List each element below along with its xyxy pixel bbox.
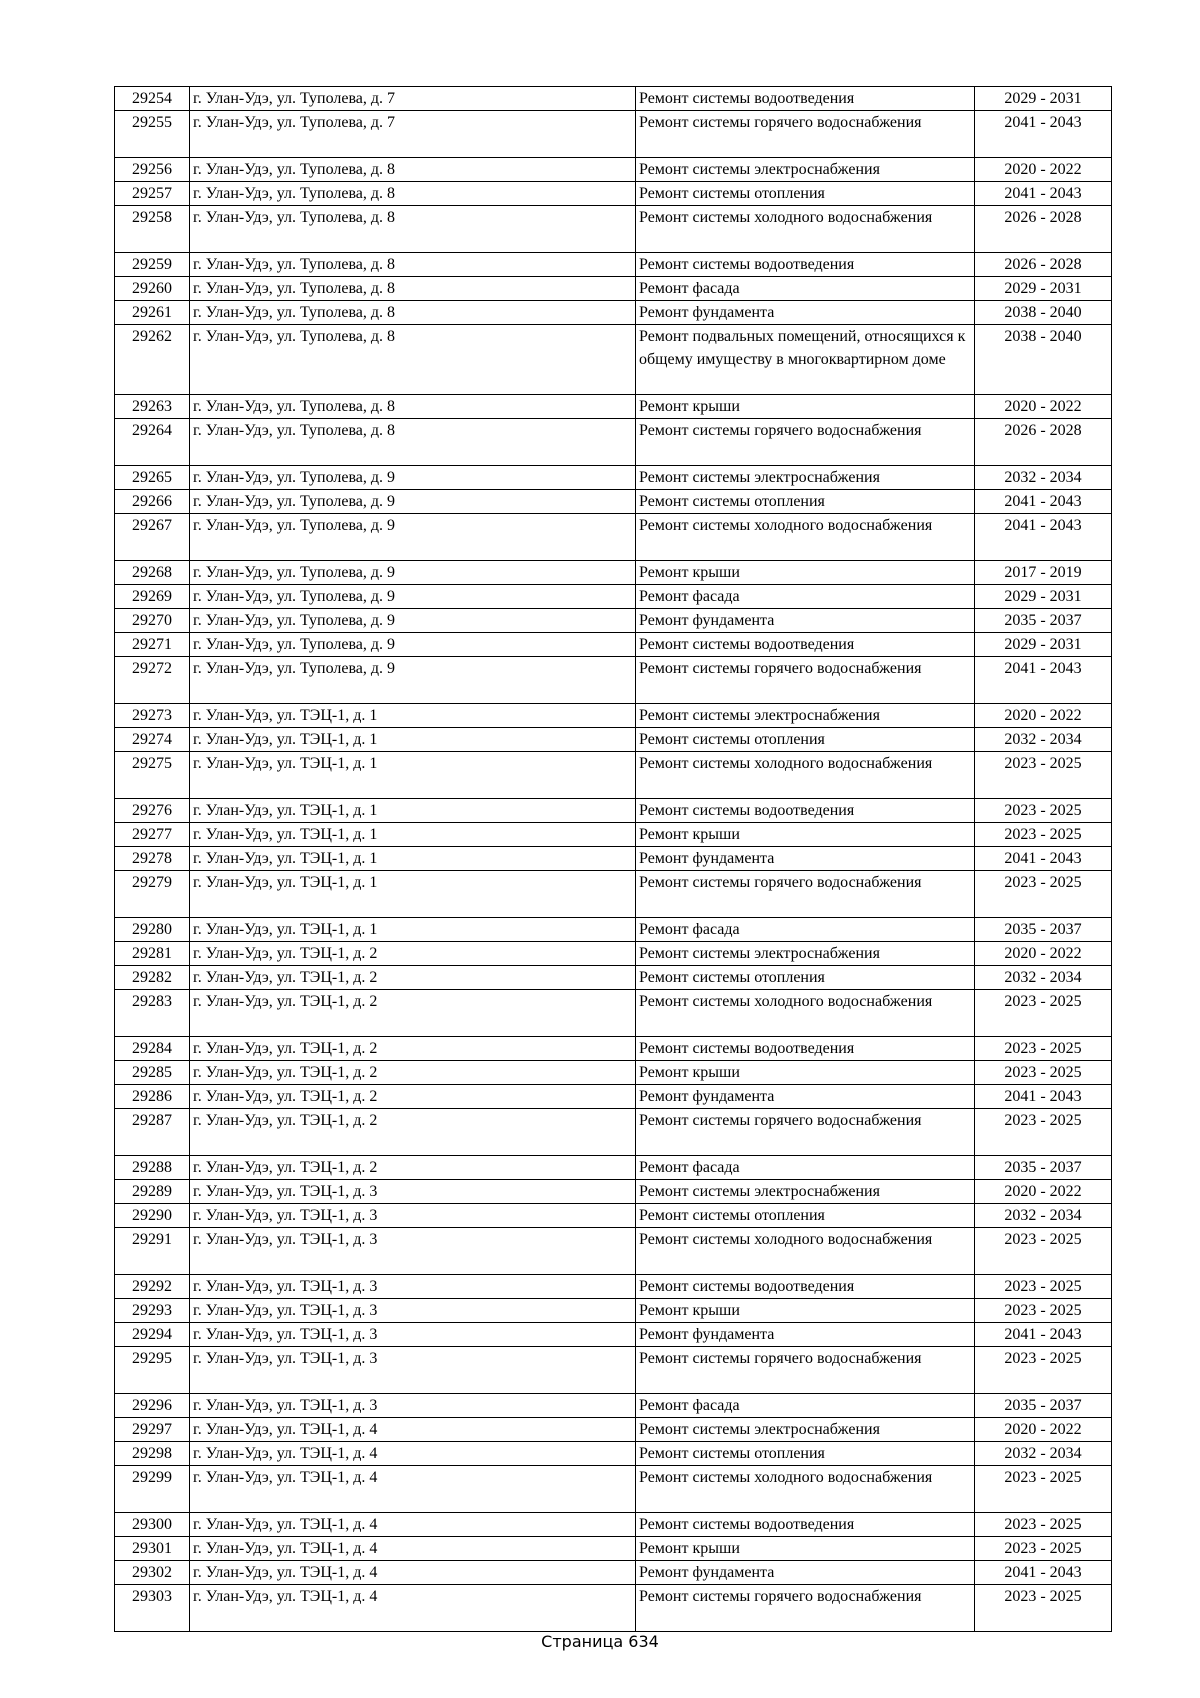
work-type-cell: Ремонт крыши [636, 561, 975, 585]
period-cell: 2023 - 2025 [975, 1347, 1112, 1394]
row-number-cell: 29254 [115, 87, 190, 111]
row-number-cell: 29262 [115, 325, 190, 395]
table-row [115, 1513, 1112, 1537]
work-type-cell: Ремонт фасада [636, 1394, 975, 1418]
table-row [115, 847, 1112, 871]
work-type-cell: Ремонт системы отопления [636, 182, 975, 206]
address-cell: г. Улан-Удэ, ул. ТЭЦ-1, д. 1 [190, 799, 636, 823]
table-row [115, 87, 1112, 111]
period-cell: 2026 - 2028 [975, 206, 1112, 253]
work-type-cell: Ремонт системы отопления [636, 1442, 975, 1466]
table-row [115, 585, 1112, 609]
work-type-cell: Ремонт системы электроснабжения [636, 1418, 975, 1442]
address-cell: г. Улан-Удэ, ул. Туполева, д. 9 [190, 657, 636, 704]
work-type-cell: Ремонт системы холодного водоснабжения [636, 206, 975, 253]
period-cell: 2032 - 2034 [975, 1442, 1112, 1466]
period-cell: 2029 - 2031 [975, 633, 1112, 657]
address-cell: г. Улан-Удэ, ул. Туполева, д. 8 [190, 395, 636, 419]
table-row [115, 1299, 1112, 1323]
row-number-cell: 29302 [115, 1561, 190, 1585]
table-row [115, 561, 1112, 585]
row-number-cell: 29290 [115, 1204, 190, 1228]
address-cell: г. Улан-Удэ, ул. ТЭЦ-1, д. 2 [190, 990, 636, 1037]
row-number-cell: 29280 [115, 918, 190, 942]
address-cell: г. Улан-Удэ, ул. Туполева, д. 8 [190, 206, 636, 253]
table-row [115, 1442, 1112, 1466]
row-number-cell: 29297 [115, 1418, 190, 1442]
address-cell: г. Улан-Удэ, ул. ТЭЦ-1, д. 3 [190, 1347, 636, 1394]
table-row [115, 1466, 1112, 1513]
address-cell: г. Улан-Удэ, ул. ТЭЦ-1, д. 3 [190, 1180, 636, 1204]
table-row [115, 514, 1112, 561]
address-cell: г. Улан-Удэ, ул. Туполева, д. 9 [190, 490, 636, 514]
row-number-cell: 29256 [115, 158, 190, 182]
row-number-cell: 29268 [115, 561, 190, 585]
work-type-cell: Ремонт системы водоотведения [636, 253, 975, 277]
period-cell: 2023 - 2025 [975, 1585, 1112, 1632]
row-number-cell: 29294 [115, 1323, 190, 1347]
row-number-cell: 29292 [115, 1275, 190, 1299]
work-type-cell: Ремонт фундамента [636, 847, 975, 871]
work-type-cell: Ремонт системы водоотведения [636, 1513, 975, 1537]
work-type-cell: Ремонт системы электроснабжения [636, 942, 975, 966]
table-body [115, 87, 1112, 1632]
address-cell: г. Улан-Удэ, ул. Туполева, д. 8 [190, 253, 636, 277]
table-row [115, 990, 1112, 1037]
row-number-cell: 29260 [115, 277, 190, 301]
address-cell: г. Улан-Удэ, ул. Туполева, д. 8 [190, 158, 636, 182]
row-number-cell: 29283 [115, 990, 190, 1037]
row-number-cell: 29288 [115, 1156, 190, 1180]
row-number-cell: 29275 [115, 752, 190, 799]
work-type-cell: Ремонт фундамента [636, 301, 975, 325]
row-number-cell: 29258 [115, 206, 190, 253]
address-cell: г. Улан-Удэ, ул. ТЭЦ-1, д. 4 [190, 1537, 636, 1561]
address-cell: г. Улан-Удэ, ул. Туполева, д. 9 [190, 466, 636, 490]
row-number-cell: 29295 [115, 1347, 190, 1394]
address-cell: г. Улан-Удэ, ул. ТЭЦ-1, д. 2 [190, 1109, 636, 1156]
row-number-cell: 29264 [115, 419, 190, 466]
table-row [115, 1275, 1112, 1299]
address-cell: г. Улан-Удэ, ул. Туполева, д. 9 [190, 514, 636, 561]
period-cell: 2023 - 2025 [975, 1061, 1112, 1085]
period-cell: 2038 - 2040 [975, 301, 1112, 325]
work-type-cell: Ремонт крыши [636, 823, 975, 847]
address-cell: г. Улан-Удэ, ул. ТЭЦ-1, д. 2 [190, 942, 636, 966]
row-number-cell: 29301 [115, 1537, 190, 1561]
period-cell: 2023 - 2025 [975, 871, 1112, 918]
work-type-cell: Ремонт системы холодного водоснабжения [636, 514, 975, 561]
address-cell: г. Улан-Удэ, ул. Туполева, д. 9 [190, 561, 636, 585]
work-type-cell: Ремонт системы горячего водоснабжения [636, 1347, 975, 1394]
period-cell: 2020 - 2022 [975, 942, 1112, 966]
period-cell: 2041 - 2043 [975, 514, 1112, 561]
table-row [115, 301, 1112, 325]
work-type-cell: Ремонт подвальных помещений, относящихся к общему имуществу в многоквартирном доме [636, 325, 975, 395]
table-row [115, 918, 1112, 942]
work-type-cell: Ремонт фундамента [636, 609, 975, 633]
work-type-cell: Ремонт системы горячего водоснабжения [636, 871, 975, 918]
work-type-cell: Ремонт системы горячего водоснабжения [636, 1585, 975, 1632]
table-row [115, 1323, 1112, 1347]
row-number-cell: 29263 [115, 395, 190, 419]
address-cell: г. Улан-Удэ, ул. ТЭЦ-1, д. 4 [190, 1418, 636, 1442]
row-number-cell: 29261 [115, 301, 190, 325]
address-cell: г. Улан-Удэ, ул. ТЭЦ-1, д. 4 [190, 1513, 636, 1537]
work-type-cell: Ремонт системы отопления [636, 966, 975, 990]
address-cell: г. Улан-Удэ, ул. ТЭЦ-1, д. 3 [190, 1228, 636, 1275]
work-type-cell: Ремонт крыши [636, 395, 975, 419]
period-cell: 2023 - 2025 [975, 1275, 1112, 1299]
period-cell: 2026 - 2028 [975, 419, 1112, 466]
row-number-cell: 29276 [115, 799, 190, 823]
row-number-cell: 29286 [115, 1085, 190, 1109]
period-cell: 2035 - 2037 [975, 609, 1112, 633]
table-row [115, 1085, 1112, 1109]
table-row [115, 1180, 1112, 1204]
address-cell: г. Улан-Удэ, ул. Туполева, д. 9 [190, 633, 636, 657]
address-cell: г. Улан-Удэ, ул. ТЭЦ-1, д. 3 [190, 1323, 636, 1347]
work-type-cell: Ремонт системы водоотведения [636, 1275, 975, 1299]
row-number-cell: 29291 [115, 1228, 190, 1275]
row-number-cell: 29274 [115, 728, 190, 752]
period-cell: 2035 - 2037 [975, 1156, 1112, 1180]
period-cell: 2041 - 2043 [975, 847, 1112, 871]
address-cell: г. Улан-Удэ, ул. ТЭЦ-1, д. 3 [190, 1299, 636, 1323]
work-type-cell: Ремонт фундамента [636, 1085, 975, 1109]
work-type-cell: Ремонт системы горячего водоснабжения [636, 419, 975, 466]
period-cell: 2023 - 2025 [975, 823, 1112, 847]
period-cell: 2023 - 2025 [975, 1537, 1112, 1561]
period-cell: 2029 - 2031 [975, 277, 1112, 301]
row-number-cell: 29272 [115, 657, 190, 704]
table-row [115, 1156, 1112, 1180]
address-cell: г. Улан-Удэ, ул. Туполева, д. 8 [190, 325, 636, 395]
period-cell: 2032 - 2034 [975, 1204, 1112, 1228]
address-cell: г. Улан-Удэ, ул. ТЭЦ-1, д. 1 [190, 728, 636, 752]
period-cell: 2020 - 2022 [975, 1418, 1112, 1442]
address-cell: г. Улан-Удэ, ул. ТЭЦ-1, д. 4 [190, 1585, 636, 1632]
table-row [115, 277, 1112, 301]
work-type-cell: Ремонт фасада [636, 918, 975, 942]
period-cell: 2032 - 2034 [975, 466, 1112, 490]
address-cell: г. Улан-Удэ, ул. ТЭЦ-1, д. 4 [190, 1466, 636, 1513]
address-cell: г. Улан-Удэ, ул. ТЭЦ-1, д. 2 [190, 1156, 636, 1180]
table-row [115, 1418, 1112, 1442]
period-cell: 2023 - 2025 [975, 1228, 1112, 1275]
period-cell: 2041 - 2043 [975, 111, 1112, 158]
row-number-cell: 29303 [115, 1585, 190, 1632]
period-cell: 2023 - 2025 [975, 1466, 1112, 1513]
row-number-cell: 29279 [115, 871, 190, 918]
row-number-cell: 29289 [115, 1180, 190, 1204]
row-number-cell: 29298 [115, 1442, 190, 1466]
address-cell: г. Улан-Удэ, ул. Туполева, д. 9 [190, 585, 636, 609]
table-row [115, 1347, 1112, 1394]
table-row [115, 1561, 1112, 1585]
row-number-cell: 29265 [115, 466, 190, 490]
address-cell: г. Улан-Удэ, ул. ТЭЦ-1, д. 1 [190, 871, 636, 918]
table-row [115, 490, 1112, 514]
row-number-cell: 29267 [115, 514, 190, 561]
row-number-cell: 29255 [115, 111, 190, 158]
row-number-cell: 29269 [115, 585, 190, 609]
address-cell: г. Улан-Удэ, ул. Туполева, д. 7 [190, 111, 636, 158]
row-number-cell: 29273 [115, 704, 190, 728]
address-cell: г. Улан-Удэ, ул. ТЭЦ-1, д. 4 [190, 1561, 636, 1585]
row-number-cell: 29257 [115, 182, 190, 206]
row-number-cell: 29299 [115, 1466, 190, 1513]
address-cell: г. Улан-Удэ, ул. ТЭЦ-1, д. 1 [190, 752, 636, 799]
table-row [115, 633, 1112, 657]
page-number: Страница 634 [541, 1632, 659, 1651]
work-type-cell: Ремонт системы отопления [636, 728, 975, 752]
address-cell: г. Улан-Удэ, ул. Туполева, д. 8 [190, 277, 636, 301]
work-type-cell: Ремонт системы горячего водоснабжения [636, 1109, 975, 1156]
table-row [115, 395, 1112, 419]
work-type-cell: Ремонт системы водоотведения [636, 87, 975, 111]
work-type-cell: Ремонт системы водоотведения [636, 633, 975, 657]
period-cell: 2023 - 2025 [975, 1513, 1112, 1537]
row-number-cell: 29270 [115, 609, 190, 633]
work-type-cell: Ремонт системы водоотведения [636, 799, 975, 823]
work-type-cell: Ремонт системы холодного водоснабжения [636, 752, 975, 799]
period-cell: 2023 - 2025 [975, 1299, 1112, 1323]
work-type-cell: Ремонт крыши [636, 1537, 975, 1561]
work-type-cell: Ремонт системы водоотведения [636, 1037, 975, 1061]
address-cell: г. Улан-Удэ, ул. Туполева, д. 7 [190, 87, 636, 111]
table-row [115, 158, 1112, 182]
period-cell: 2017 - 2019 [975, 561, 1112, 585]
row-number-cell: 29271 [115, 633, 190, 657]
period-cell: 2023 - 2025 [975, 799, 1112, 823]
work-type-cell: Ремонт крыши [636, 1299, 975, 1323]
table-row [115, 1037, 1112, 1061]
work-type-cell: Ремонт системы холодного водоснабжения [636, 1228, 975, 1275]
period-cell: 2035 - 2037 [975, 1394, 1112, 1418]
work-type-cell: Ремонт фасада [636, 585, 975, 609]
table-row [115, 325, 1112, 395]
address-cell: г. Улан-Удэ, ул. ТЭЦ-1, д. 4 [190, 1442, 636, 1466]
address-cell: г. Улан-Удэ, ул. ТЭЦ-1, д. 1 [190, 847, 636, 871]
table-row [115, 966, 1112, 990]
table-row [115, 1537, 1112, 1561]
row-number-cell: 29300 [115, 1513, 190, 1537]
table-row [115, 609, 1112, 633]
address-cell: г. Улан-Удэ, ул. ТЭЦ-1, д. 2 [190, 1061, 636, 1085]
address-cell: г. Улан-Удэ, ул. ТЭЦ-1, д. 3 [190, 1204, 636, 1228]
period-cell: 2023 - 2025 [975, 752, 1112, 799]
period-cell: 2023 - 2025 [975, 990, 1112, 1037]
period-cell: 2029 - 2031 [975, 585, 1112, 609]
period-cell: 2020 - 2022 [975, 395, 1112, 419]
work-type-cell: Ремонт фасада [636, 277, 975, 301]
table-row [115, 799, 1112, 823]
work-type-cell: Ремонт фундамента [636, 1323, 975, 1347]
row-number-cell: 29285 [115, 1061, 190, 1085]
table-row [115, 182, 1112, 206]
address-cell: г. Улан-Удэ, ул. ТЭЦ-1, д. 2 [190, 1037, 636, 1061]
table-row [115, 823, 1112, 847]
period-cell: 2038 - 2040 [975, 325, 1112, 395]
work-type-cell: Ремонт крыши [636, 1061, 975, 1085]
period-cell: 2041 - 2043 [975, 1323, 1112, 1347]
row-number-cell: 29277 [115, 823, 190, 847]
document-table [114, 86, 1112, 1632]
table-row [115, 253, 1112, 277]
table-row [115, 206, 1112, 253]
address-cell: г. Улан-Удэ, ул. ТЭЦ-1, д. 2 [190, 1085, 636, 1109]
row-number-cell: 29282 [115, 966, 190, 990]
address-cell: г. Улан-Удэ, ул. Туполева, д. 9 [190, 609, 636, 633]
work-type-cell: Ремонт фундамента [636, 1561, 975, 1585]
period-cell: 2029 - 2031 [975, 87, 1112, 111]
row-number-cell: 29266 [115, 490, 190, 514]
row-number-cell: 29259 [115, 253, 190, 277]
period-cell: 2041 - 2043 [975, 182, 1112, 206]
table-row [115, 419, 1112, 466]
table-row [115, 871, 1112, 918]
address-cell: г. Улан-Удэ, ул. Туполева, д. 8 [190, 182, 636, 206]
period-cell: 2020 - 2022 [975, 1180, 1112, 1204]
table-row [115, 728, 1112, 752]
table-row [115, 1204, 1112, 1228]
table-row [115, 1228, 1112, 1275]
address-cell: г. Улан-Удэ, ул. ТЭЦ-1, д. 2 [190, 966, 636, 990]
address-cell: г. Улан-Удэ, ул. ТЭЦ-1, д. 3 [190, 1394, 636, 1418]
period-cell: 2020 - 2022 [975, 704, 1112, 728]
table-row [115, 1109, 1112, 1156]
address-cell: г. Улан-Удэ, ул. ТЭЦ-1, д. 1 [190, 704, 636, 728]
table-row [115, 466, 1112, 490]
table-row [115, 704, 1112, 728]
table-row [115, 942, 1112, 966]
work-type-cell: Ремонт системы отопления [636, 490, 975, 514]
address-cell: г. Улан-Удэ, ул. ТЭЦ-1, д. 1 [190, 918, 636, 942]
work-type-cell: Ремонт системы горячего водоснабжения [636, 111, 975, 158]
work-type-cell: Ремонт системы электроснабжения [636, 466, 975, 490]
work-type-cell: Ремонт системы холодного водоснабжения [636, 990, 975, 1037]
row-number-cell: 29284 [115, 1037, 190, 1061]
work-type-cell: Ремонт системы электроснабжения [636, 1180, 975, 1204]
table-row [115, 1394, 1112, 1418]
work-type-cell: Ремонт системы горячего водоснабжения [636, 657, 975, 704]
period-cell: 2041 - 2043 [975, 1085, 1112, 1109]
period-cell: 2023 - 2025 [975, 1037, 1112, 1061]
row-number-cell: 29287 [115, 1109, 190, 1156]
row-number-cell: 29278 [115, 847, 190, 871]
period-cell: 2041 - 2043 [975, 1561, 1112, 1585]
period-cell: 2026 - 2028 [975, 253, 1112, 277]
work-type-cell: Ремонт системы отопления [636, 1204, 975, 1228]
table-row [115, 1061, 1112, 1085]
period-cell: 2023 - 2025 [975, 1109, 1112, 1156]
table-row [115, 111, 1112, 158]
period-cell: 2032 - 2034 [975, 728, 1112, 752]
address-cell: г. Улан-Удэ, ул. ТЭЦ-1, д. 1 [190, 823, 636, 847]
address-cell: г. Улан-Удэ, ул. ТЭЦ-1, д. 3 [190, 1275, 636, 1299]
address-cell: г. Улан-Удэ, ул. Туполева, д. 8 [190, 301, 636, 325]
period-cell: 2041 - 2043 [975, 490, 1112, 514]
row-number-cell: 29293 [115, 1299, 190, 1323]
period-cell: 2035 - 2037 [975, 918, 1112, 942]
period-cell: 2020 - 2022 [975, 158, 1112, 182]
work-type-cell: Ремонт системы холодного водоснабжения [636, 1466, 975, 1513]
address-cell: г. Улан-Удэ, ул. Туполева, д. 8 [190, 419, 636, 466]
work-type-cell: Ремонт фасада [636, 1156, 975, 1180]
work-type-cell: Ремонт системы электроснабжения [636, 704, 975, 728]
table-row [115, 752, 1112, 799]
table-row [115, 657, 1112, 704]
period-cell: 2041 - 2043 [975, 657, 1112, 704]
work-type-cell: Ремонт системы электроснабжения [636, 158, 975, 182]
row-number-cell: 29296 [115, 1394, 190, 1418]
row-number-cell: 29281 [115, 942, 190, 966]
table-row [115, 1585, 1112, 1632]
period-cell: 2032 - 2034 [975, 966, 1112, 990]
